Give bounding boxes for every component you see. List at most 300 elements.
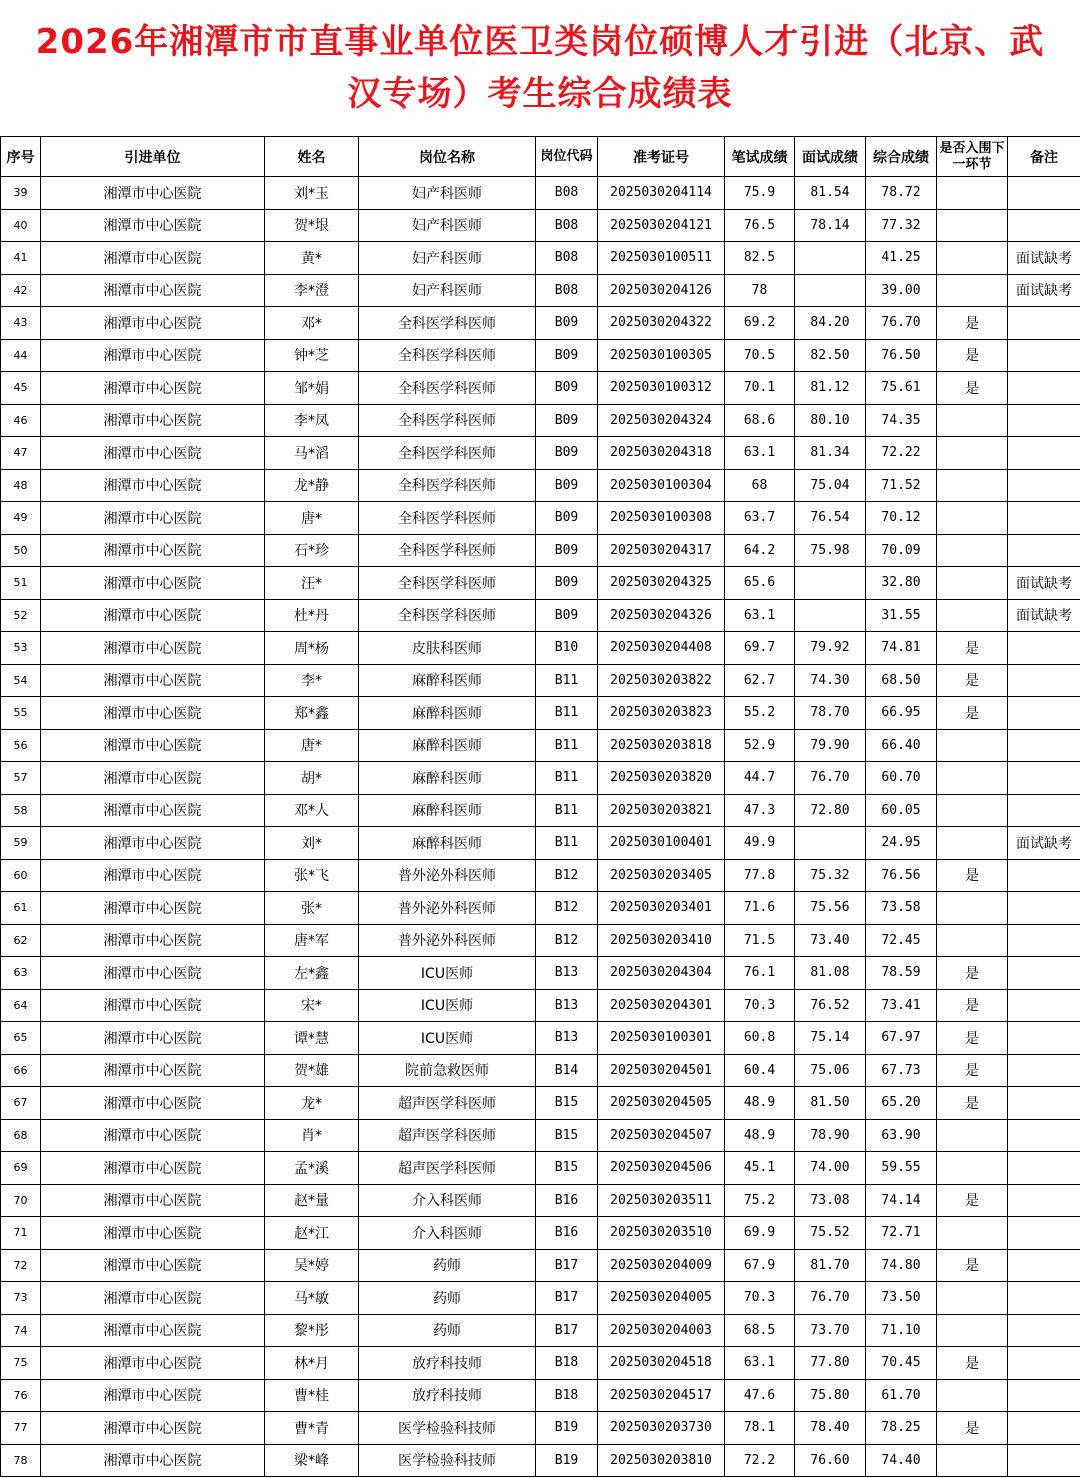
cell-code: B09 <box>536 469 598 502</box>
cell-interview: 72.80 <box>795 794 866 827</box>
cell-code: B13 <box>536 1022 598 1055</box>
cell-note <box>1008 404 1080 437</box>
cell-ticket: 2025030204318 <box>598 437 725 470</box>
cell-code: B13 <box>536 989 598 1022</box>
cell-no: 59 <box>1 827 41 860</box>
cell-ticket: 2025030204518 <box>598 1347 725 1380</box>
cell-code: B09 <box>536 534 598 567</box>
table-row <box>1 1314 1080 1347</box>
cell-unit: 湘潭市中心医院 <box>41 372 265 405</box>
cell-note <box>1008 697 1080 730</box>
cell-total: 72.71 <box>866 1217 937 1250</box>
cell-name: 吴*婷 <box>265 1249 359 1282</box>
cell-post: 普外泌外科医师 <box>359 859 536 892</box>
header-note: 备注 <box>1008 137 1080 177</box>
cell-note <box>1008 1379 1080 1412</box>
cell-unit: 湘潭市中心医院 <box>41 664 265 697</box>
cell-post: 药师 <box>359 1282 536 1315</box>
cell-written: 70.1 <box>725 372 795 405</box>
cell-note <box>1008 729 1080 762</box>
cell-name: 杜*丹 <box>265 599 359 632</box>
cell-post: 全科医学科医师 <box>359 307 536 340</box>
cell-total: 78.25 <box>866 1412 937 1445</box>
cell-code: B11 <box>536 827 598 860</box>
cell-no: 74 <box>1 1314 41 1347</box>
table-row <box>1 242 1080 275</box>
cell-total: 74.35 <box>866 404 937 437</box>
cell-unit: 湘潭市中心医院 <box>41 1379 265 1412</box>
cell-note <box>1008 469 1080 502</box>
cell-interview: 79.92 <box>795 632 866 665</box>
cell-next: 是 <box>937 372 1008 405</box>
cell-no: 75 <box>1 1347 41 1380</box>
table-row <box>1 1249 1080 1282</box>
cell-post: 妇产科医师 <box>359 209 536 242</box>
cell-unit: 湘潭市中心医院 <box>41 1087 265 1120</box>
header-name: 姓名 <box>265 137 359 177</box>
cell-total: 78.59 <box>866 957 937 990</box>
cell-written: 77.8 <box>725 859 795 892</box>
cell-written: 63.1 <box>725 1347 795 1380</box>
cell-name: 黎*彤 <box>265 1314 359 1347</box>
cell-ticket: 2025030203818 <box>598 729 725 762</box>
header-interview: 面试成绩 <box>795 137 866 177</box>
cell-post: 普外泌外科医师 <box>359 892 536 925</box>
cell-total: 24.95 <box>866 827 937 860</box>
cell-next: 是 <box>937 989 1008 1022</box>
cell-name: 宋* <box>265 989 359 1022</box>
cell-post: 院前急救医师 <box>359 1054 536 1087</box>
cell-total: 73.41 <box>866 989 937 1022</box>
cell-note <box>1008 1152 1080 1185</box>
cell-no: 69 <box>1 1152 41 1185</box>
cell-post: 皮肤科医师 <box>359 632 536 665</box>
cell-unit: 湘潭市中心医院 <box>41 1054 265 1087</box>
table-row <box>1 827 1080 860</box>
cell-name: 赵*江 <box>265 1217 359 1250</box>
cell-unit: 湘潭市中心医院 <box>41 859 265 892</box>
cell-interview: 81.54 <box>795 177 866 210</box>
table-row <box>1 924 1080 957</box>
cell-code: B11 <box>536 729 598 762</box>
cell-name: 孟*溪 <box>265 1152 359 1185</box>
cell-interview: 76.52 <box>795 989 866 1022</box>
cell-unit: 湘潭市中心医院 <box>41 1314 265 1347</box>
cell-interview: 84.20 <box>795 307 866 340</box>
cell-post: 药师 <box>359 1314 536 1347</box>
cell-name: 肖* <box>265 1119 359 1152</box>
cell-ticket: 2025030100305 <box>598 339 725 372</box>
cell-unit: 湘潭市中心医院 <box>41 1444 265 1477</box>
cell-total: 70.09 <box>866 534 937 567</box>
score-table <box>0 136 1080 1477</box>
table-row <box>1 1379 1080 1412</box>
cell-post: 麻醉科医师 <box>359 664 536 697</box>
cell-total: 67.73 <box>866 1054 937 1087</box>
cell-total: 74.40 <box>866 1444 937 1477</box>
cell-next: 是 <box>937 664 1008 697</box>
cell-unit: 湘潭市中心医院 <box>41 502 265 535</box>
cell-post: 麻醉科医师 <box>359 697 536 730</box>
cell-written: 52.9 <box>725 729 795 762</box>
cell-next <box>937 1217 1008 1250</box>
cell-ticket: 2025030204505 <box>598 1087 725 1120</box>
cell-code: B19 <box>536 1444 598 1477</box>
cell-next <box>937 762 1008 795</box>
cell-next <box>937 729 1008 762</box>
header-unit: 引进单位 <box>41 137 265 177</box>
cell-unit: 湘潭市中心医院 <box>41 307 265 340</box>
cell-post: 介入科医师 <box>359 1184 536 1217</box>
cell-post: 全科医学科医师 <box>359 502 536 535</box>
cell-note <box>1008 1249 1080 1282</box>
cell-next: 是 <box>937 307 1008 340</box>
cell-name: 唐* <box>265 502 359 535</box>
cell-total: 74.80 <box>866 1249 937 1282</box>
cell-written: 70.3 <box>725 989 795 1022</box>
cell-note <box>1008 1444 1080 1477</box>
table-row <box>1 469 1080 502</box>
table-row <box>1 599 1080 632</box>
cell-next <box>937 892 1008 925</box>
cell-written: 49.9 <box>725 827 795 860</box>
cell-interview: 81.70 <box>795 1249 866 1282</box>
cell-no: 63 <box>1 957 41 990</box>
cell-note <box>1008 859 1080 892</box>
table-body <box>1 177 1080 1477</box>
cell-note <box>1008 1054 1080 1087</box>
cell-name: 李*澄 <box>265 274 359 307</box>
cell-note <box>1008 1119 1080 1152</box>
cell-interview: 75.32 <box>795 859 866 892</box>
cell-code: B16 <box>536 1184 598 1217</box>
cell-code: B10 <box>536 632 598 665</box>
cell-interview: 78.70 <box>795 697 866 730</box>
cell-note: 面试缺考 <box>1008 567 1080 600</box>
cell-ticket: 2025030203820 <box>598 762 725 795</box>
cell-written: 44.7 <box>725 762 795 795</box>
cell-no: 60 <box>1 859 41 892</box>
cell-next: 是 <box>937 1412 1008 1445</box>
cell-next <box>937 404 1008 437</box>
cell-no: 39 <box>1 177 41 210</box>
table-row <box>1 859 1080 892</box>
cell-interview: 73.40 <box>795 924 866 957</box>
cell-ticket: 2025030100308 <box>598 502 725 535</box>
cell-interview: 73.08 <box>795 1184 866 1217</box>
cell-post: 麻醉科医师 <box>359 827 536 860</box>
cell-next <box>937 794 1008 827</box>
cell-note <box>1008 534 1080 567</box>
cell-name: 梁*峰 <box>265 1444 359 1477</box>
cell-no: 73 <box>1 1282 41 1315</box>
cell-written: 68 <box>725 469 795 502</box>
cell-name: 刘* <box>265 827 359 860</box>
cell-total: 31.55 <box>866 599 937 632</box>
cell-code: B12 <box>536 892 598 925</box>
cell-code: B17 <box>536 1249 598 1282</box>
cell-no: 54 <box>1 664 41 697</box>
cell-no: 40 <box>1 209 41 242</box>
cell-post: 超声医学科医师 <box>359 1119 536 1152</box>
cell-written: 63.7 <box>725 502 795 535</box>
cell-total: 68.50 <box>866 664 937 697</box>
cell-ticket: 2025030203730 <box>598 1412 725 1445</box>
table-row <box>1 1152 1080 1185</box>
cell-name: 周*杨 <box>265 632 359 665</box>
cell-total: 41.25 <box>866 242 937 275</box>
cell-written: 78.1 <box>725 1412 795 1445</box>
cell-written: 45.1 <box>725 1152 795 1185</box>
cell-unit: 湘潭市中心医院 <box>41 957 265 990</box>
table-row <box>1 989 1080 1022</box>
cell-unit: 湘潭市中心医院 <box>41 469 265 502</box>
cell-ticket: 2025030204126 <box>598 274 725 307</box>
cell-post: 超声医学科医师 <box>359 1152 536 1185</box>
cell-name: 曹*青 <box>265 1412 359 1445</box>
cell-written: 48.9 <box>725 1119 795 1152</box>
cell-interview: 73.70 <box>795 1314 866 1347</box>
cell-total: 32.80 <box>866 567 937 600</box>
cell-post: 全科医学科医师 <box>359 372 536 405</box>
cell-no: 55 <box>1 697 41 730</box>
cell-no: 41 <box>1 242 41 275</box>
table-row <box>1 762 1080 795</box>
cell-name: 郑*鑫 <box>265 697 359 730</box>
cell-unit: 湘潭市中心医院 <box>41 599 265 632</box>
cell-next <box>937 274 1008 307</box>
cell-next <box>937 1152 1008 1185</box>
table-row <box>1 372 1080 405</box>
cell-code: B09 <box>536 339 598 372</box>
cell-interview: 75.04 <box>795 469 866 502</box>
cell-note <box>1008 372 1080 405</box>
cell-note <box>1008 924 1080 957</box>
cell-interview: 82.50 <box>795 339 866 372</box>
cell-ticket: 2025030203822 <box>598 664 725 697</box>
cell-ticket: 2025030204114 <box>598 177 725 210</box>
cell-next: 是 <box>937 1249 1008 1282</box>
cell-no: 68 <box>1 1119 41 1152</box>
cell-interview: 81.50 <box>795 1087 866 1120</box>
cell-written: 67.9 <box>725 1249 795 1282</box>
cell-post: 全科医学科医师 <box>359 469 536 502</box>
cell-name: 邓* <box>265 307 359 340</box>
cell-name: 黄* <box>265 242 359 275</box>
cell-post: 妇产科医师 <box>359 274 536 307</box>
cell-no: 43 <box>1 307 41 340</box>
cell-total: 73.58 <box>866 892 937 925</box>
cell-total: 76.70 <box>866 307 937 340</box>
cell-interview: 75.06 <box>795 1054 866 1087</box>
cell-ticket: 2025030203511 <box>598 1184 725 1217</box>
cell-ticket: 2025030100301 <box>598 1022 725 1055</box>
cell-total: 60.05 <box>866 794 937 827</box>
cell-written: 47.3 <box>725 794 795 827</box>
cell-unit: 湘潭市中心医院 <box>41 404 265 437</box>
cell-note <box>1008 1282 1080 1315</box>
cell-code: B18 <box>536 1347 598 1380</box>
cell-interview: 78.90 <box>795 1119 866 1152</box>
cell-total: 66.40 <box>866 729 937 762</box>
cell-code: B09 <box>536 599 598 632</box>
cell-total: 76.50 <box>866 339 937 372</box>
cell-name: 李* <box>265 664 359 697</box>
header-no: 序号 <box>1 137 41 177</box>
cell-ticket: 2025030100304 <box>598 469 725 502</box>
table-row <box>1 1217 1080 1250</box>
cell-interview: 75.52 <box>795 1217 866 1250</box>
cell-name: 左*鑫 <box>265 957 359 990</box>
cell-unit: 湘潭市中心医院 <box>41 339 265 372</box>
cell-ticket: 2025030204408 <box>598 632 725 665</box>
cell-no: 56 <box>1 729 41 762</box>
cell-unit: 湘潭市中心医院 <box>41 697 265 730</box>
cell-unit: 湘潭市中心医院 <box>41 892 265 925</box>
cell-interview: 74.30 <box>795 664 866 697</box>
table-row <box>1 632 1080 665</box>
cell-note <box>1008 1314 1080 1347</box>
cell-total: 70.45 <box>866 1347 937 1380</box>
cell-no: 64 <box>1 989 41 1022</box>
cell-unit: 湘潭市中心医院 <box>41 729 265 762</box>
cell-post: 全科医学科医师 <box>359 404 536 437</box>
cell-next <box>937 1379 1008 1412</box>
cell-next: 是 <box>937 339 1008 372</box>
cell-unit: 湘潭市中心医院 <box>41 1347 265 1380</box>
cell-next <box>937 1119 1008 1152</box>
cell-unit: 湘潭市中心医院 <box>41 632 265 665</box>
table-row <box>1 567 1080 600</box>
cell-ticket: 2025030203821 <box>598 794 725 827</box>
cell-ticket: 2025030204507 <box>598 1119 725 1152</box>
cell-name: 龙*静 <box>265 469 359 502</box>
cell-unit: 湘潭市中心医院 <box>41 1282 265 1315</box>
table-row <box>1 1347 1080 1380</box>
cell-unit: 湘潭市中心医院 <box>41 177 265 210</box>
cell-name: 赵*量 <box>265 1184 359 1217</box>
cell-written: 69.7 <box>725 632 795 665</box>
cell-name: 张*飞 <box>265 859 359 892</box>
cell-next: 是 <box>937 859 1008 892</box>
cell-no: 72 <box>1 1249 41 1282</box>
cell-code: B17 <box>536 1314 598 1347</box>
cell-next: 是 <box>937 697 1008 730</box>
table-row <box>1 274 1080 307</box>
cell-interview: 75.14 <box>795 1022 866 1055</box>
cell-post: 麻醉科医师 <box>359 729 536 762</box>
cell-code: B18 <box>536 1379 598 1412</box>
cell-note <box>1008 892 1080 925</box>
cell-code: B09 <box>536 372 598 405</box>
cell-code: B19 <box>536 1412 598 1445</box>
cell-no: 52 <box>1 599 41 632</box>
cell-name: 刘*玉 <box>265 177 359 210</box>
cell-next <box>937 534 1008 567</box>
cell-note <box>1008 1412 1080 1445</box>
cell-post: 全科医学科医师 <box>359 339 536 372</box>
cell-total: 70.12 <box>866 502 937 535</box>
cell-next: 是 <box>937 1184 1008 1217</box>
cell-total: 75.61 <box>866 372 937 405</box>
cell-note <box>1008 1087 1080 1120</box>
cell-code: B09 <box>536 307 598 340</box>
cell-unit: 湘潭市中心医院 <box>41 794 265 827</box>
cell-written: 60.8 <box>725 1022 795 1055</box>
cell-interview: 76.54 <box>795 502 866 535</box>
cell-note: 面试缺考 <box>1008 827 1080 860</box>
cell-no: 77 <box>1 1412 41 1445</box>
cell-unit: 湘潭市中心医院 <box>41 1119 265 1152</box>
cell-code: B14 <box>536 1054 598 1087</box>
header-ticket: 准考证号 <box>598 137 725 177</box>
cell-name: 唐* <box>265 729 359 762</box>
cell-interview <box>795 599 866 632</box>
cell-note <box>1008 177 1080 210</box>
cell-unit: 湘潭市中心医院 <box>41 209 265 242</box>
cell-interview: 81.12 <box>795 372 866 405</box>
cell-written: 64.2 <box>725 534 795 567</box>
cell-code: B11 <box>536 762 598 795</box>
cell-post: 药师 <box>359 1249 536 1282</box>
table-row <box>1 664 1080 697</box>
cell-next <box>937 924 1008 957</box>
cell-note <box>1008 1022 1080 1055</box>
cell-next: 是 <box>937 1347 1008 1380</box>
cell-post: 全科医学科医师 <box>359 437 536 470</box>
cell-note <box>1008 339 1080 372</box>
cell-unit: 湘潭市中心医院 <box>41 1217 265 1250</box>
cell-total: 76.56 <box>866 859 937 892</box>
cell-post: 放疗科技师 <box>359 1379 536 1412</box>
cell-note <box>1008 307 1080 340</box>
cell-next <box>937 177 1008 210</box>
cell-total: 73.50 <box>866 1282 937 1315</box>
cell-name: 林*月 <box>265 1347 359 1380</box>
cell-next <box>937 242 1008 275</box>
cell-no: 76 <box>1 1379 41 1412</box>
cell-no: 62 <box>1 924 41 957</box>
table-row <box>1 1282 1080 1315</box>
header-written: 笔试成绩 <box>725 137 795 177</box>
cell-written: 78 <box>725 274 795 307</box>
cell-post: 妇产科医师 <box>359 242 536 275</box>
cell-ticket: 2025030203410 <box>598 924 725 957</box>
cell-ticket: 2025030204009 <box>598 1249 725 1282</box>
cell-total: 77.32 <box>866 209 937 242</box>
table-row <box>1 1412 1080 1445</box>
cell-total: 59.55 <box>866 1152 937 1185</box>
cell-next <box>937 437 1008 470</box>
cell-total: 71.10 <box>866 1314 937 1347</box>
cell-ticket: 2025030100401 <box>598 827 725 860</box>
cell-no: 53 <box>1 632 41 665</box>
cell-code: B12 <box>536 924 598 957</box>
table-row <box>1 1119 1080 1152</box>
cell-next <box>937 469 1008 502</box>
table-row <box>1 1022 1080 1055</box>
cell-post: 全科医学科医师 <box>359 599 536 632</box>
cell-post: ICU医师 <box>359 989 536 1022</box>
cell-note <box>1008 794 1080 827</box>
cell-written: 75.9 <box>725 177 795 210</box>
cell-total: 74.81 <box>866 632 937 665</box>
cell-written: 68.6 <box>725 404 795 437</box>
cell-note <box>1008 664 1080 697</box>
cell-code: B11 <box>536 697 598 730</box>
cell-name: 汪* <box>265 567 359 600</box>
cell-no: 44 <box>1 339 41 372</box>
